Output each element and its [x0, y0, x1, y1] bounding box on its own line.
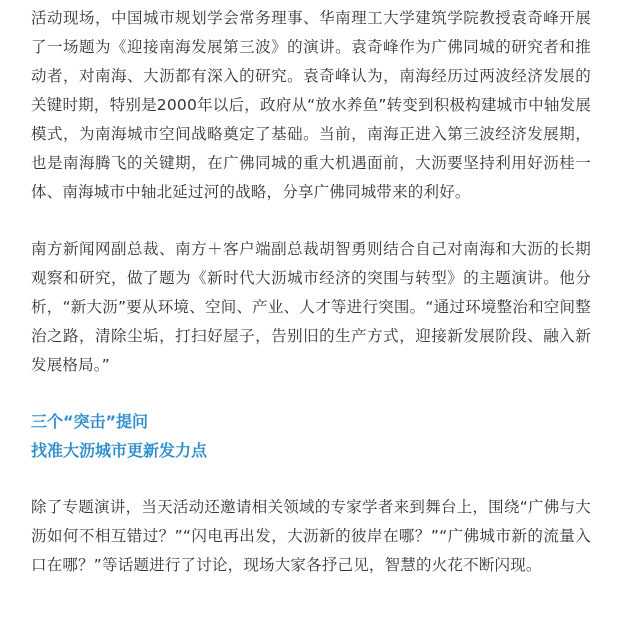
- section-heading: [31, 407, 591, 465]
- paragraph-speech-yuan-qifeng: 活动现场，中国城市规划学会常务理事、华南理工大学建筑学院教授袁奇峰开展了一场题为《迎接南海发展第三波》的演讲。袁奇峰作为广佛同城的研究者和推动者，对南海、大沥都有深入的研究。袁奇峰认为，南海经历过两波经济发展的关键时期，特别是2000年以后，政府从“放水养鱼”转变到积极构建城市中轴发展模式，为南海城市空间战略奠定了基础。当前，南海正进入第三波经济发展期，也是南海腾飞的关键期，在广佛同城的重大机遇面前，大沥要坚持利用好沥桂一体、南海城市中轴北延过河的战略，分享广佛同城带来的利好。: [31, 9, 591, 201]
- paragraph-panel-discussion: 除了专题演讲，当天活动还邀请相关领域的专家学者来到舞台上，围绕“广佛与大沥如何不相互错过？”“闪电再出发，大沥新的彼岸在哪？”“广佛城市新的流量入口在哪？”等话题进行了讨论，现场大家各抒己见，智慧的火花不断闪现。: [31, 498, 591, 574]
- section-heading-line-1: 三个“突击”提问: [31, 412, 149, 431]
- section-heading-line-2: 找准大沥城市更新发力点: [31, 441, 208, 460]
- paragraph-speech-hu-zhiyong: 南方新闻网副总裁、南方＋客户端副总裁胡智勇则结合自己对南海和大沥的长期观察和研究，做了题为《新时代大沥城市经济的突围与转型》的主题演讲。他分析，“新大沥”要从环境、空间、产业、人才等进行突围。“通过环境整治和空间整治之路，清除尘垢，打扫好屋子，告别旧的生产方式，迎接新发展阶段、融入新发展格局。”: [31, 240, 591, 374]
- article-body: [31, 0, 591, 580]
